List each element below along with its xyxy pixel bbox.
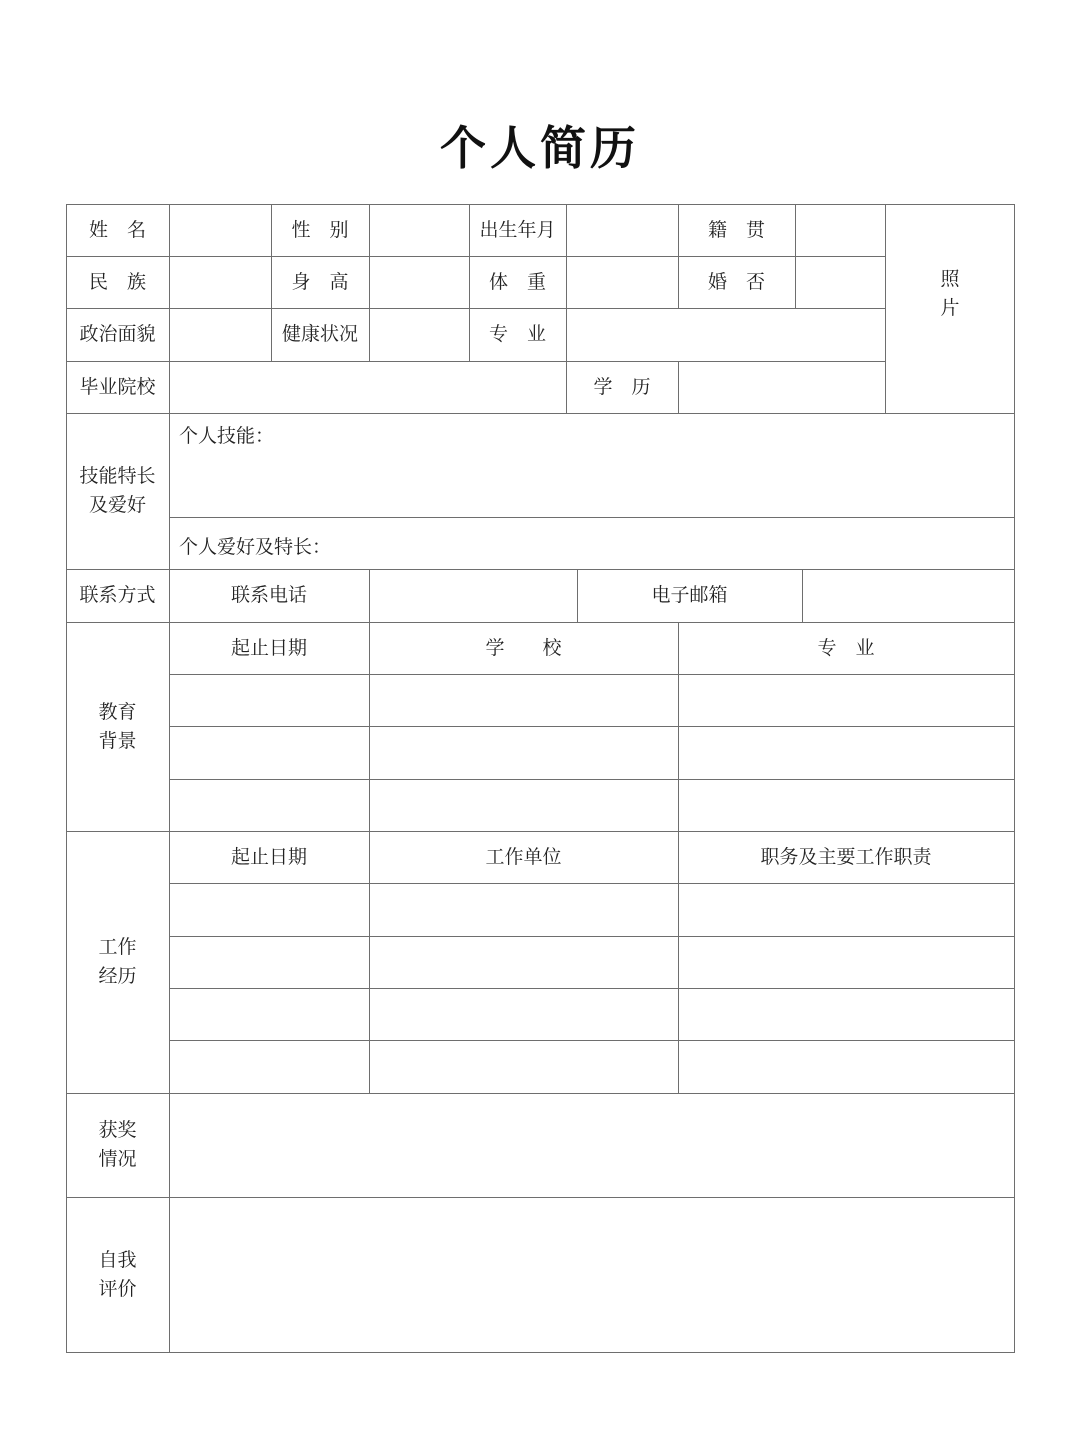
work-header-employer: 工作单位 — [485, 845, 562, 868]
label-native-place: 籍 贯 — [707, 218, 765, 241]
label-contact: 联系方式 — [79, 584, 156, 606]
label-political: 政治面貌 — [79, 323, 156, 345]
page-title: 个人简历 — [440, 121, 640, 175]
label-awards: 获奖 情况 — [98, 1119, 137, 1170]
native-place-field[interactable] — [796, 205, 885, 256]
name-field[interactable] — [170, 205, 271, 256]
work-row-3-duties[interactable] — [679, 989, 1014, 1040]
work-header-duties: 职务及主要工作职责 — [760, 845, 932, 868]
education-row-1-major[interactable] — [679, 675, 1014, 726]
height-field[interactable] — [370, 257, 469, 308]
label-phone: 联系电话 — [230, 584, 307, 606]
education-row-1-school[interactable] — [370, 675, 678, 726]
label-personal-skills: 个人技能： — [179, 425, 275, 447]
weight-field[interactable] — [567, 257, 678, 308]
label-work: 工作 经历 — [98, 936, 137, 987]
marital-field[interactable] — [796, 257, 885, 308]
label-education: 教育 背景 — [98, 700, 137, 752]
education-row-3-date[interactable] — [170, 780, 369, 831]
label-skills-section: 技能特长 及爱好 — [79, 465, 156, 516]
label-height: 身 高 — [291, 270, 349, 293]
email-field[interactable] — [803, 570, 1014, 622]
label-birth: 出生年月 — [479, 218, 556, 241]
education-header-date: 起止日期 — [230, 636, 307, 659]
phone-field[interactable] — [370, 570, 577, 622]
table-border-bottom — [66, 1352, 1015, 1353]
work-row-3-date[interactable] — [170, 989, 369, 1040]
work-row-4-employer[interactable] — [370, 1041, 678, 1093]
work-row-1-duties[interactable] — [679, 884, 1014, 936]
education-header-major: 专 业 — [817, 636, 875, 659]
label-photo: 照 片 — [940, 268, 960, 319]
label-hobbies: 个人爱好及特长： — [179, 536, 332, 558]
label-major: 专 业 — [488, 323, 546, 345]
education-row-3-major[interactable] — [679, 780, 1014, 831]
birth-field[interactable] — [567, 205, 678, 256]
work-row-2-duties[interactable] — [679, 937, 1014, 988]
work-row-2-date[interactable] — [170, 937, 369, 988]
resume-table — [66, 204, 1015, 1353]
work-row-4-date[interactable] — [170, 1041, 369, 1093]
label-health: 健康状况 — [281, 323, 358, 345]
label-self-evaluation: 自我 评价 — [98, 1248, 137, 1300]
label-ethnicity: 民 族 — [88, 270, 146, 293]
education-row-2-date[interactable] — [170, 727, 369, 779]
label-weight: 体 重 — [488, 270, 546, 293]
label-email: 电子邮箱 — [651, 584, 728, 606]
personal-skills-field[interactable] — [170, 454, 1014, 517]
hobbies-field[interactable] — [366, 518, 1014, 569]
education-row-1-date[interactable] — [170, 675, 369, 726]
education-row-3-school[interactable] — [370, 780, 678, 831]
label-school: 毕业院校 — [79, 375, 156, 398]
ethnicity-field[interactable] — [170, 257, 271, 308]
health-field[interactable] — [370, 309, 469, 361]
awards-field[interactable] — [170, 1094, 1014, 1197]
work-header-date: 起止日期 — [230, 845, 307, 868]
education-header-school: 学 校 — [485, 636, 562, 659]
political-field[interactable] — [170, 309, 271, 361]
row-divider — [66, 413, 1015, 414]
gender-field[interactable] — [370, 205, 469, 256]
label-marital: 婚 否 — [707, 270, 765, 293]
table-border-right — [1014, 204, 1015, 1353]
education-row-2-school[interactable] — [370, 727, 678, 779]
label-gender: 性 别 — [291, 218, 349, 241]
degree-field[interactable] — [679, 362, 885, 413]
label-name: 姓 名 — [88, 218, 146, 241]
work-row-3-employer[interactable] — [370, 989, 678, 1040]
work-row-1-employer[interactable] — [370, 884, 678, 936]
work-row-4-duties[interactable] — [679, 1041, 1014, 1093]
major-field[interactable] — [567, 309, 885, 361]
education-row-2-major[interactable] — [679, 727, 1014, 779]
photo-field[interactable] — [886, 205, 1014, 413]
self-evaluation-field[interactable] — [170, 1198, 1014, 1352]
work-row-2-employer[interactable] — [370, 937, 678, 988]
work-row-1-date[interactable] — [170, 884, 369, 936]
school-field[interactable] — [170, 362, 566, 413]
label-degree: 学 历 — [593, 375, 651, 398]
